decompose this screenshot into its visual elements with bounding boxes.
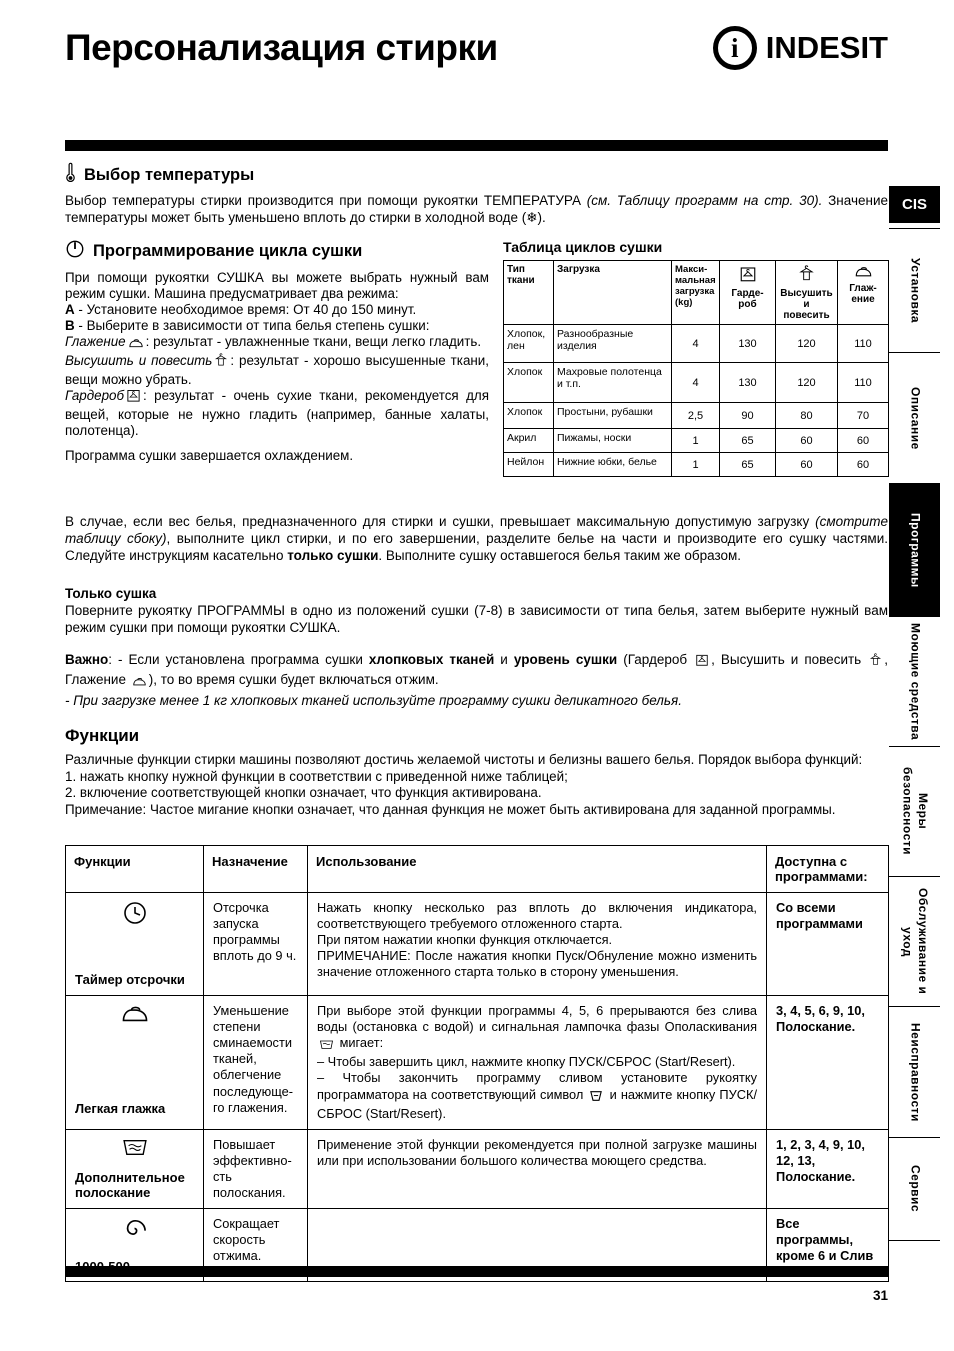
sidebar-tab-label: Неисправности [908, 1022, 923, 1122]
table-row [504, 453, 889, 477]
drying-program-section [65, 239, 489, 477]
col-hang-dry-label: Высушить и повесить [780, 288, 833, 321]
overload-text: , выполните цикл стирки, и по его завершении, разделите белье на части и производите его сушку частями. Следуйте инструкциям касательно [65, 530, 888, 563]
sidebar-tab-detergents [889, 616, 940, 746]
usage-text: мигает: [339, 1035, 384, 1051]
functions-table [65, 845, 889, 1282]
cell-hang: 120 [776, 325, 838, 363]
table-row [66, 996, 889, 1130]
rinse-phase-icon [319, 1038, 334, 1054]
bottom-divider-bar [65, 1266, 888, 1277]
mode-a-label: A [65, 301, 75, 317]
functions-note: Примечание: Частое мигание кнопки означает, что данная функция не может быть активирована для заданной программы. [65, 801, 836, 817]
usage-cell [308, 996, 767, 1130]
functions-section [65, 726, 888, 818]
usage-cell [308, 893, 767, 996]
cell-iron: 60 [838, 429, 889, 453]
important-text: : - Если установлена программа сушки [108, 652, 369, 667]
programs-cell: 3, 4, 5, 6, 9, 10, Полоскание. [767, 996, 889, 1130]
indesit-wordmark: INDESIT [765, 30, 888, 65]
important-text: , Высушить и повесить [711, 652, 868, 667]
sidebar-tab-troubleshooting [889, 1006, 940, 1137]
cell-fabric: Хлопок [504, 363, 554, 403]
important-text: (Гардероб [617, 652, 694, 667]
usage-line: Нажать кнопку несколько раз вплоть до включения индикатора, соответствующего требуемого отложенного старта. [317, 900, 757, 932]
drying-intro: При помощи рукоятки СУШКА вы можете выбрать нужный вам режим сушки. Машина предусматривает два режима: [65, 270, 489, 301]
functions-step-1: 1. нажать кнопку нужной функции в соответствии с приведенной ниже таблицей; [65, 768, 568, 784]
sidebar-tab-label: Описание [908, 386, 923, 450]
wardrobe-icon [126, 388, 141, 407]
sidebar-tab-safety [889, 746, 940, 876]
overload-paragraph [65, 514, 888, 565]
cell-iron: 110 [838, 363, 889, 403]
drying-table-section [503, 239, 888, 477]
drying-mode-a [65, 302, 489, 318]
mode-b-text: - Выберите в зависимости от типа белья степень сушки: [74, 317, 430, 333]
snowflake-icon: ❄ [526, 209, 538, 225]
usage-cell [308, 1129, 767, 1208]
sidebar-tab-label: Моющие средства [908, 622, 923, 741]
temperature-paragraph [65, 193, 888, 227]
sidebar-tab-label: Сервис [908, 1165, 923, 1213]
sidebar-tab-service [889, 1137, 940, 1241]
function-name: Таймер отсрочки [75, 972, 185, 988]
functions-step-2: 2. включение соответствующей кнопки означает, что функция активирована. [65, 785, 542, 801]
important-paragraph [65, 652, 888, 691]
sidebar-tab-label: Программы [908, 512, 923, 588]
usage-text: При выборе этой функции программы 4, 5, 6 прерываются без слива воды (остановка с водой) и сигнальная лампочка фазы Ополаскивания [317, 1003, 757, 1035]
functions-table-section [65, 845, 888, 1282]
sidebar-tab-installation [889, 228, 940, 352]
cell-load: Нижние юбки, белье [554, 453, 672, 477]
usage-line [317, 1003, 757, 1054]
table-row [504, 325, 889, 363]
cell-wardrobe: 65 [720, 453, 776, 477]
important-note: - При загрузке менее 1 кг хлопковых тканей используйте программу сушки деликатного белья. [65, 693, 682, 709]
usage-line [317, 1070, 757, 1121]
temperature-section [65, 162, 888, 227]
drying-heading [65, 239, 489, 264]
sidebar-tab-programs [889, 483, 940, 616]
cell-iron: 60 [838, 453, 889, 477]
temperature-text: ). [537, 209, 546, 225]
usage-line: ПРИМЕЧАНИЕ: После нажатия кнопки Пуск/Обнуление можно изменить значение отложенного старта только в сторону уменьшения. [317, 948, 757, 980]
overload-text-bold: только сушки [287, 547, 379, 563]
cell-hang: 80 [776, 403, 838, 429]
col-wardrobe-label: Гарде- роб [731, 288, 764, 310]
cell-wardrobe: 130 [720, 325, 776, 363]
usage-line: При пятом нажатии кнопки функция отключается. [317, 932, 613, 948]
extra-rinse-icon [121, 1137, 149, 1161]
cell-hang: 60 [776, 453, 838, 477]
col-function: Функции [66, 846, 204, 893]
wardrobe-icon [695, 653, 709, 672]
programs-cell: Все программы, кроме 6 и Слив [767, 1209, 889, 1282]
cell-hang: 120 [776, 363, 838, 403]
sidebar-tab-maintenance [889, 876, 940, 1006]
iron-icon [128, 337, 144, 353]
temperature-text: Значение температуры может быть уменьшено вплоть до стирки в холодной воде ( [65, 193, 889, 225]
important-label: Важно [65, 652, 109, 667]
drying-table-header-row [504, 261, 889, 325]
important-text-bold: хлопковых тканей [368, 652, 495, 667]
purpose-cell: Отсрочка запуска программы вплоть до 9 ч. [204, 893, 308, 996]
page-header [65, 26, 888, 70]
cell-fabric: Акрил [504, 429, 554, 453]
cell-wardrobe: 130 [720, 363, 776, 403]
functions-intro: Различные функции стирки машины позволяют достичь желаемой чистоты и белизны вашего белья. Порядок выбора функций: [65, 752, 863, 767]
sidebar-tab-label: Меры безопасности [900, 767, 931, 856]
overload-text-italic: (смотрите таблицу сбоку) [65, 514, 888, 546]
sidebar-tab-label: Установка [908, 257, 923, 324]
cell-hang: 60 [776, 429, 838, 453]
page-title: Персонализация стирки [65, 27, 498, 68]
important-text-bold: уровень сушки [513, 652, 618, 667]
section-tab-sidebar [889, 186, 940, 1241]
col-wardrobe [720, 261, 776, 325]
cell-wardrobe: 90 [720, 403, 776, 429]
important-section [65, 652, 888, 710]
col-max-load: Макси- мальная загрузка (kg) [672, 261, 720, 325]
mode-a-text: - Установите необходимое время: От 40 до 150 минут. [74, 301, 417, 317]
programs-cell: 1, 2, 3, 4, 9, 10, 12, 13, Полоскание. [767, 1129, 889, 1208]
programs-cell: Со всеми программами [767, 893, 889, 996]
level-iron-name: Глажение [65, 333, 126, 349]
temperature-heading-label: Выбор температуры [84, 165, 255, 184]
cell-iron: 110 [838, 325, 889, 363]
indesit-logo-mark-icon: i [713, 26, 757, 70]
cell-load: Разнообразные изделия [554, 325, 672, 363]
function-cell [66, 996, 204, 1130]
table-row [504, 363, 889, 403]
cis-badge: CIS [889, 186, 940, 223]
function-name: Дополнительное полоскание [75, 1169, 185, 1201]
spin-speed-icon [122, 1216, 147, 1245]
indesit-logo [713, 26, 888, 70]
dry-only-section [65, 586, 888, 637]
usage-text: и нажмите кнопку ПУСК/СБРОС (Start/Resert). [317, 1086, 757, 1121]
drying-cycles-table [503, 260, 889, 477]
sidebar-tab-description [889, 352, 940, 483]
drying-knob-icon [65, 239, 85, 264]
functions-heading: Функции [65, 726, 140, 745]
overload-section [65, 514, 888, 565]
usage-line: Применение этой функции рекомендуется при полной загрузке машины или при использовании большого количества моющего средства. [317, 1136, 757, 1168]
hang-dry-icon [869, 653, 882, 672]
function-name: Легкая глажка [75, 1101, 166, 1117]
page-number: 31 [872, 1288, 888, 1303]
usage-line: – Чтобы завершить цикл, нажмите кнопку ПУСК/СБРОС (Start/Resert). [317, 1054, 736, 1070]
cell-max: 2,5 [672, 403, 720, 429]
temperature-heading [65, 162, 888, 188]
cell-fabric: Нейлон [504, 453, 554, 477]
col-fabric-type: Тип ткани [504, 261, 554, 325]
table-row [66, 893, 889, 996]
level-hang-name: Высушить и повесить [65, 352, 213, 368]
purpose-cell: Уменьшение степени сминаемости тканей, облегчение последующе-го глажения. [204, 996, 308, 1130]
col-programs: Доступна с программами: [767, 846, 889, 893]
important-text: и [494, 652, 514, 667]
drying-table-title: Таблица циклов сушки [503, 239, 663, 255]
drying-level-iron [65, 334, 489, 353]
wardrobe-icon [723, 265, 772, 286]
table-row [66, 1129, 889, 1208]
purpose-cell: Сокращает скорость отжима. [204, 1209, 308, 1282]
cell-fabric: Хлопок [504, 403, 554, 429]
col-ironing-label: Глаж- ение [849, 283, 877, 305]
drying-block [65, 239, 888, 477]
cell-fabric: Хлопок, лен [504, 325, 554, 363]
mode-b-label: B [65, 317, 75, 333]
cell-max: 1 [672, 429, 720, 453]
easy-iron-icon [120, 1003, 150, 1028]
cell-load: Пижамы, носки [554, 429, 672, 453]
overload-text: . Выполните сушку оставшегося белья таким же образом. [378, 547, 742, 563]
col-ironing [838, 261, 889, 325]
col-hang-dry [776, 261, 838, 325]
cell-max: 4 [672, 325, 720, 363]
iron-icon [841, 265, 885, 281]
iron-icon [132, 675, 147, 692]
delay-timer-icon [122, 900, 148, 930]
cell-load: Махровые полотенца и т.п. [554, 363, 672, 403]
sidebar-tab-label: Обслуживание и уход [900, 888, 931, 995]
drying-mode-b [65, 318, 489, 334]
thermometer-icon [65, 162, 76, 188]
cell-max: 1 [672, 453, 720, 477]
level-wardrobe-text: : результат - очень сухие ткани, рекомендуется для вещей, которые не нужно гладить (например, банные халаты, полотенца). [65, 387, 489, 438]
drying-level-wardrobe [65, 388, 489, 439]
top-divider-bar [65, 140, 888, 151]
function-cell [66, 1129, 204, 1208]
function-cell [66, 893, 204, 996]
cell-max: 4 [672, 363, 720, 403]
overload-text: В случае, если вес белья, предназначенного для стирки и сушки, превышает максимальную допустимую загрузку [65, 514, 816, 529]
drying-level-hang [65, 353, 489, 388]
cell-load: Простыни, рубашки [554, 403, 672, 429]
col-load: Загрузка [554, 261, 672, 325]
temperature-text: Выбор температуры стирки производится при помощи рукоятки ТЕМПЕРАТУРА [65, 193, 587, 208]
cell-iron: 70 [838, 403, 889, 429]
hang-dry-icon [779, 265, 834, 286]
important-text: ), то во время сушки будет включаться отжим. [148, 671, 439, 687]
functions-table-header-row [66, 846, 889, 893]
cell-wardrobe: 65 [720, 429, 776, 453]
col-usage: Использование [308, 846, 767, 893]
col-purpose: Назначение [204, 846, 308, 893]
temperature-text-italic: (см. Таблицу программ на стр. 30). [586, 193, 823, 208]
hang-dry-icon [214, 353, 228, 372]
table-row [504, 403, 889, 429]
dry-only-heading: Только сушка [65, 586, 157, 601]
purpose-cell: Повышает эффективно-сть полоскания. [204, 1129, 308, 1208]
level-iron-text: : результат - увлажненные ткани, вещи легко гладить. [145, 333, 482, 349]
drain-symbol-icon [589, 1090, 603, 1106]
drying-closing: Программа сушки завершается охлаждением. [65, 447, 354, 463]
table-row [504, 429, 889, 453]
important-text: , Глажение [65, 652, 889, 687]
level-hang-text: : результат - хорошо высушенные ткани, вещи можно убрать. [65, 352, 489, 387]
usage-text: – Чтобы закончить программу сливом установите рукоятку программатора на соответствующий символ [317, 1070, 757, 1102]
dry-only-paragraph: Поверните рукоятку ПРОГРАММЫ в одно из положений сушки (7-8) в зависимости от типа белья, затем выберите нужный вам режим сушки при помощи рукоятки СУШКА. [65, 603, 888, 635]
drying-heading-label: Программирование цикла сушки [93, 242, 363, 260]
level-wardrobe-name: Гардероб [65, 387, 125, 403]
